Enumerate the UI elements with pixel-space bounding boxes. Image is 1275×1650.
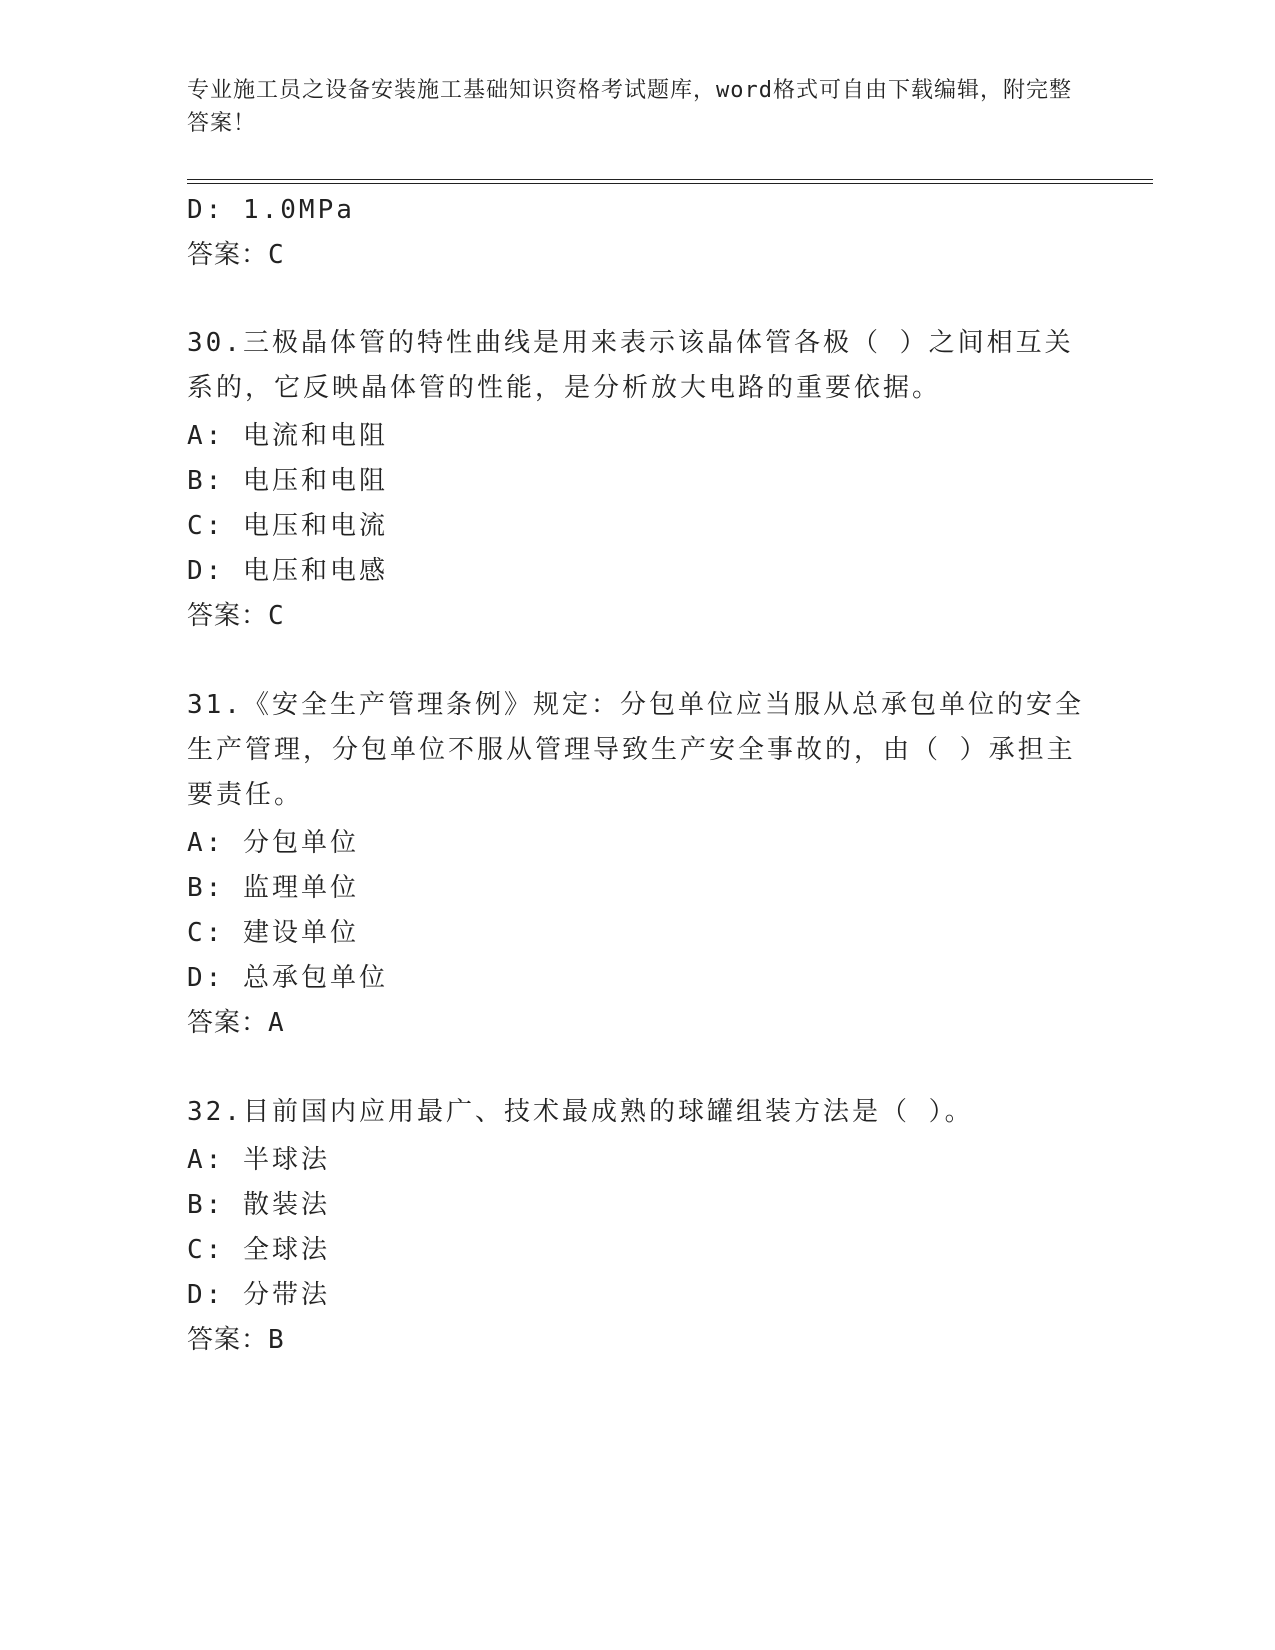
document-header-title: 专业施工员之设备安装施工基础知识资格考试题库，word格式可自由下载编辑，附完整答案！ (187, 78, 1072, 136)
question-30-answer: 答案：C (187, 601, 285, 631)
question-32-option-b: B: 散装法 (187, 1190, 330, 1220)
question-32-option-d: D: 分带法 (187, 1280, 330, 1310)
header-divider-top (187, 179, 1153, 180)
question-31-stem: 31.《安全生产管理条例》规定：分包单位应当服从总承包单位的安全生产管理，分包单位不服从管理导致生产安全事故的，由（ ）承担主要责任。 (187, 690, 1084, 810)
question-32-option-a: A: 半球法 (187, 1145, 330, 1175)
question-32-answer: 答案：B (187, 1325, 285, 1355)
header-divider-bottom (187, 183, 1153, 184)
question-30-option-a: A: 电流和电阻 (187, 421, 388, 451)
question-32-option-c: C: 全球法 (187, 1235, 330, 1265)
prev-question-answer: 答案：C (187, 240, 285, 270)
question-31-option-c: C: 建设单位 (187, 918, 359, 948)
question-31-answer: 答案：A (187, 1008, 285, 1038)
question-30-option-c: C: 电压和电流 (187, 511, 388, 541)
question-31-option-d: D: 总承包单位 (187, 963, 388, 993)
question-31-option-a: A: 分包单位 (187, 828, 359, 858)
question-32-stem: 32.目前国内应用最广、技术最成熟的球罐组装方法是（ ）。 (187, 1097, 974, 1127)
prev-question-option-d: D: 1.0MPa (187, 195, 355, 225)
question-30-stem: 30.三极晶体管的特性曲线是用来表示该晶体管各极（ ）之间相互关系的，它反映晶体管的性能，是分析放大电路的重要依据。 (187, 328, 1074, 403)
question-30-option-d: D: 电压和电感 (187, 556, 388, 586)
question-30-option-b: B: 电压和电阻 (187, 466, 388, 496)
question-31-option-b: B: 监理单位 (187, 873, 359, 903)
